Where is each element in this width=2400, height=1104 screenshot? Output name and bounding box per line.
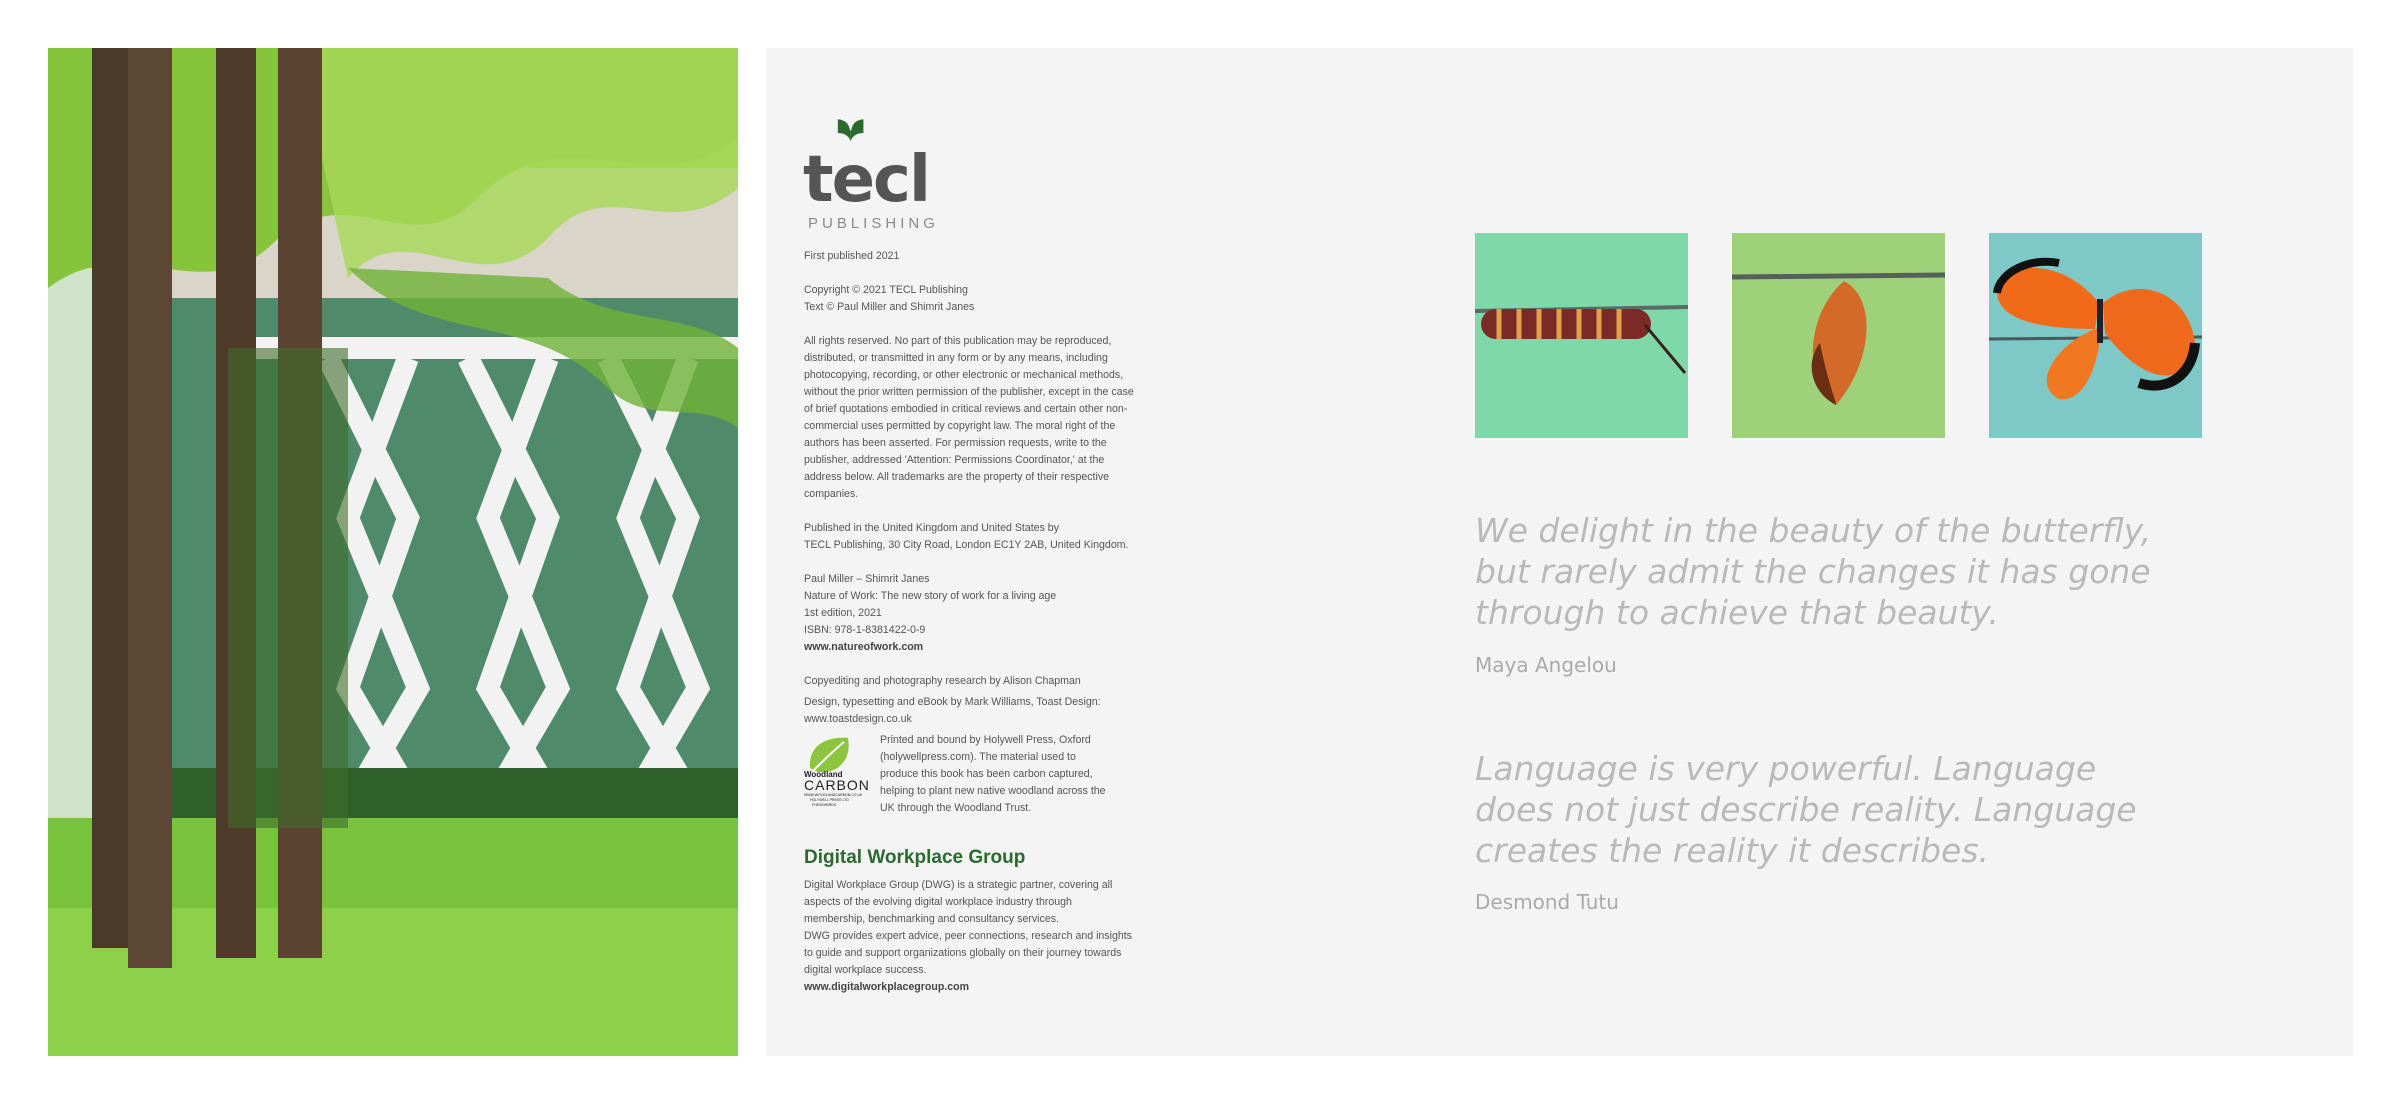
badge-line-3: WWW.WOODLANDCARBON.CO.UK [804, 793, 863, 797]
copyright-page-spread [766, 48, 2353, 1056]
quote-1-author: Maya Angelou [1475, 653, 1617, 677]
book-authors: Paul Miller – Shimrit Janes [804, 573, 930, 585]
rights-paragraph: All rights reserved. No part of this publication may be reproduced, distributed, or transmitted in any form or by any means, including photocopying, recording, or other electronic or mechanical methods, without the prior written permission of the publisher, except in the case of brief quotations embodied in critical reviews and certain other non-commercial uses permitted by copyright law. The moral right of the authors has been asserted. For permission requests, write to the publisher, addressed 'Attention: Permissions Coordinator,' at the address below. All trademarks are the property of their respective companies. [804, 335, 1134, 500]
book-website-link[interactable]: www.natureofwork.com [804, 641, 924, 653]
book-edition: 1st edition, 2021 [804, 607, 882, 619]
dwg-website-link[interactable]: www.digitalworkplacegroup.com [804, 981, 970, 993]
dwg-description-1: Digital Workplace Group (DWG) is a strategic partner, covering all aspects of the evolving digital workplace industry through membership, benchmarking and consultancy services. [804, 879, 1113, 925]
imprint-text [804, 248, 1134, 996]
publisher-address: TECL Publishing, 30 City Road, London EC1Y 2AB, United Kingdom. [804, 539, 1129, 551]
quote-2-author: Desmond Tutu [1475, 890, 1619, 914]
design-website-link[interactable]: www.toastdesign.co.uk [804, 713, 912, 725]
cover-photo-trees [48, 48, 738, 1056]
badge-line-1: Woodland [804, 770, 843, 779]
caterpillar-image [1475, 233, 1688, 438]
quote-2-text: Language is very powerful. Language does not just describe reality. Language creates the reality it describes. [1475, 749, 2137, 870]
copyediting-credit: Copyediting and photography research by Alison Chapman [804, 675, 1081, 687]
chrysalis-image [1732, 233, 1945, 438]
butterfly-image [1989, 233, 2202, 438]
logo-wordmark: tecl [803, 143, 929, 217]
woodland-carbon-block [804, 732, 1134, 817]
dwg-heading: Digital Workplace Group [804, 847, 1026, 868]
badge-line-4: HOLYWELL PRESS LTD [810, 798, 849, 802]
logo-subtitle: PUBLISHING [808, 215, 939, 232]
published-line: Published in the United Kingdom and United States by [804, 522, 1060, 534]
design-credit: Design, typesetting and eBook by Mark Williams, Toast Design: [804, 696, 1101, 708]
first-published: First published 2021 [804, 250, 900, 262]
woodland-carbon-badge [804, 732, 868, 812]
dwg-description-2: DWG provides expert advice, peer connections, research and insights to guide and support organizations globally on their journey towards digital workplace success. [804, 930, 1132, 976]
metamorphosis-images [1475, 233, 2202, 438]
badge-line-5: FHENSHBRDG [812, 803, 837, 807]
copyright-line: Copyright © 2021 TECL Publishing [804, 284, 968, 296]
book-isbn: ISBN: 978-1-8381422-0-9 [804, 624, 926, 636]
printed-by-text: Printed and bound by Holywell Press, Oxford (holywellpress.com). The material used to produce this book has been carbon captured, helping to plant new native woodland across the UK through the Woodland Trust. [880, 734, 1106, 814]
badge-line-2: CARBON [804, 777, 870, 793]
quote-1-text: We delight in the beauty of the butterfly, but rarely admit the changes it has gone through to achieve that beauty. [1475, 511, 2152, 632]
book-title: Nature of Work: The new story of work for a living age [804, 590, 1057, 602]
text-copyright-line: Text © Paul Miller and Shimrit Janes [804, 301, 975, 313]
